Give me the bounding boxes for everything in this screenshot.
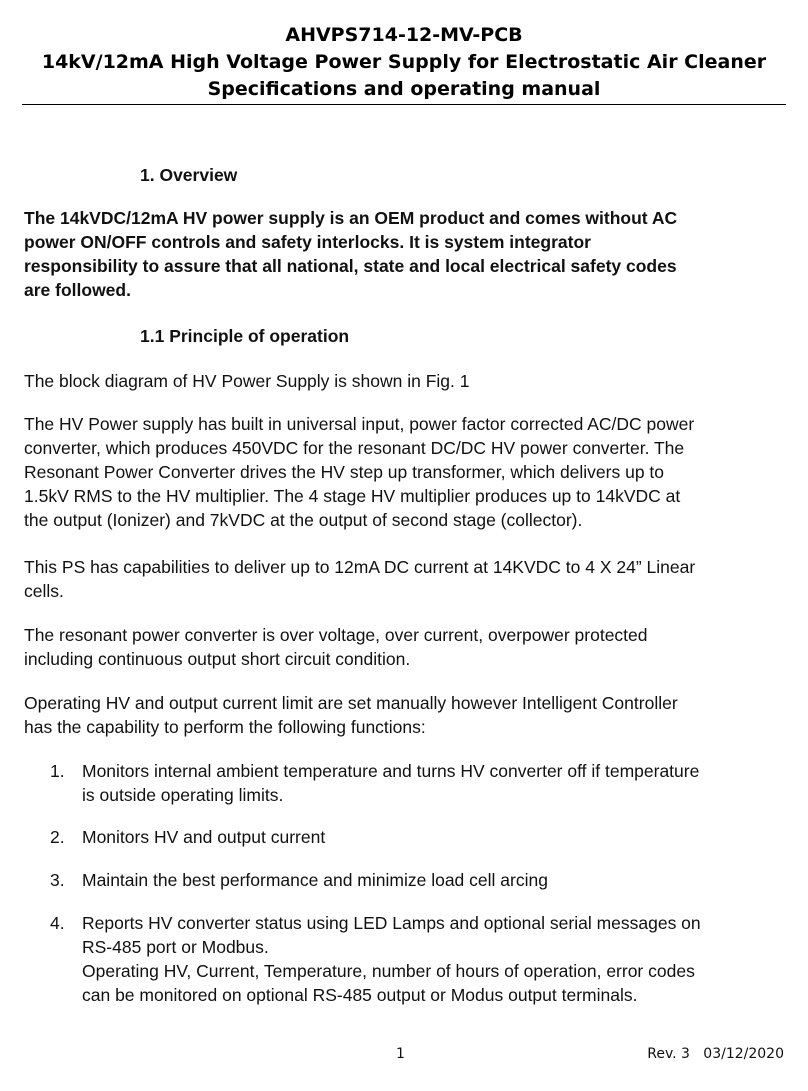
function-list-item [50,868,780,892]
list-item-line: Monitors HV and output current [82,827,326,847]
model-number: AHVPS714-12-MV-PCB [285,24,523,46]
document-subtitle: Specifications and operating manual [207,78,601,100]
document-header [0,22,808,103]
paragraph-line: Operating HV and output current limit are set manually however Intelligent Controller [24,693,678,713]
revision-date: Rev. 3 03/12/2020 [647,1046,784,1062]
function-list-item [50,825,780,849]
overview-line: are followed. [24,280,131,300]
list-number: 4. [50,913,65,933]
paragraph-line: converter, which produces 450VDC for the resonant DC/DC HV power converter. The [24,438,685,458]
principle-heading: 1.1 Principle of operation [140,326,350,346]
overview-paragraph [24,206,776,302]
principle-paragraph-4 [24,623,776,671]
document-title: 14kV/12mA High Voltage Power Supply for Electrostatic Air Cleaner [41,51,767,73]
list-item-line: is outside operating limits. [82,785,284,805]
function-list-item [50,759,780,807]
page-number: 1 [396,1046,405,1062]
list-item-line: Monitors internal ambient temperature and turns HV converter off if temperature [82,761,700,781]
list-item-line: RS-485 port or Modbus. [82,937,269,957]
paragraph-line: 1.5kV RMS to the HV multiplier. The 4 stage HV multiplier produces up to 14kVDC at [24,486,681,506]
list-item-line: Operating HV, Current, Temperature, number of hours of operation, error codes [82,961,695,981]
principle-paragraph-5 [24,691,776,739]
paragraph-line: Resonant Power Converter drives the HV step up transformer, which delivers up to [24,462,665,482]
overview-line: responsibility to assure that all national, state and local electrical safety codes [24,256,677,276]
paragraph-line: cells. [24,581,64,601]
list-item-line: Reports HV converter status using LED Lamps and optional serial messages on [82,913,701,933]
paragraph-line: has the capability to perform the following functions: [24,717,426,737]
list-number: 3. [50,870,65,890]
principle-paragraph-2 [24,412,776,532]
paragraph-line: This PS has capabilities to deliver up to 12mA DC current at 14KVDC to 4 X 24” Linear [24,557,696,577]
function-list-item [50,911,780,1007]
list-number: 2. [50,827,65,847]
paragraph-line: including continuous output short circuit condition. [24,649,411,669]
list-item-line: can be monitored on optional RS-485 output or Modus output terminals. [82,985,638,1005]
paragraph-line: The HV Power supply has built in universal input, power factor corrected AC/DC power [24,414,695,434]
paragraph-line: the output (Ionizer) and 7kVDC at the output of second stage (collector). [24,510,583,530]
principle-paragraph-1: The block diagram of HV Power Supply is shown in Fig. 1 [24,371,470,391]
principle-paragraph-3 [24,555,776,603]
list-number: 1. [50,761,65,781]
header-divider [22,104,786,105]
overview-heading: 1. Overview [140,165,238,185]
overview-line: The 14kVDC/12mA HV power supply is an OEM product and comes without AC [24,208,678,228]
list-item-line: Maintain the best performance and minimize load cell arcing [82,870,548,890]
paragraph-line: The resonant power converter is over voltage, over current, overpower protected [24,625,648,645]
overview-line: power ON/OFF controls and safety interlocks. It is system integrator [24,232,591,252]
